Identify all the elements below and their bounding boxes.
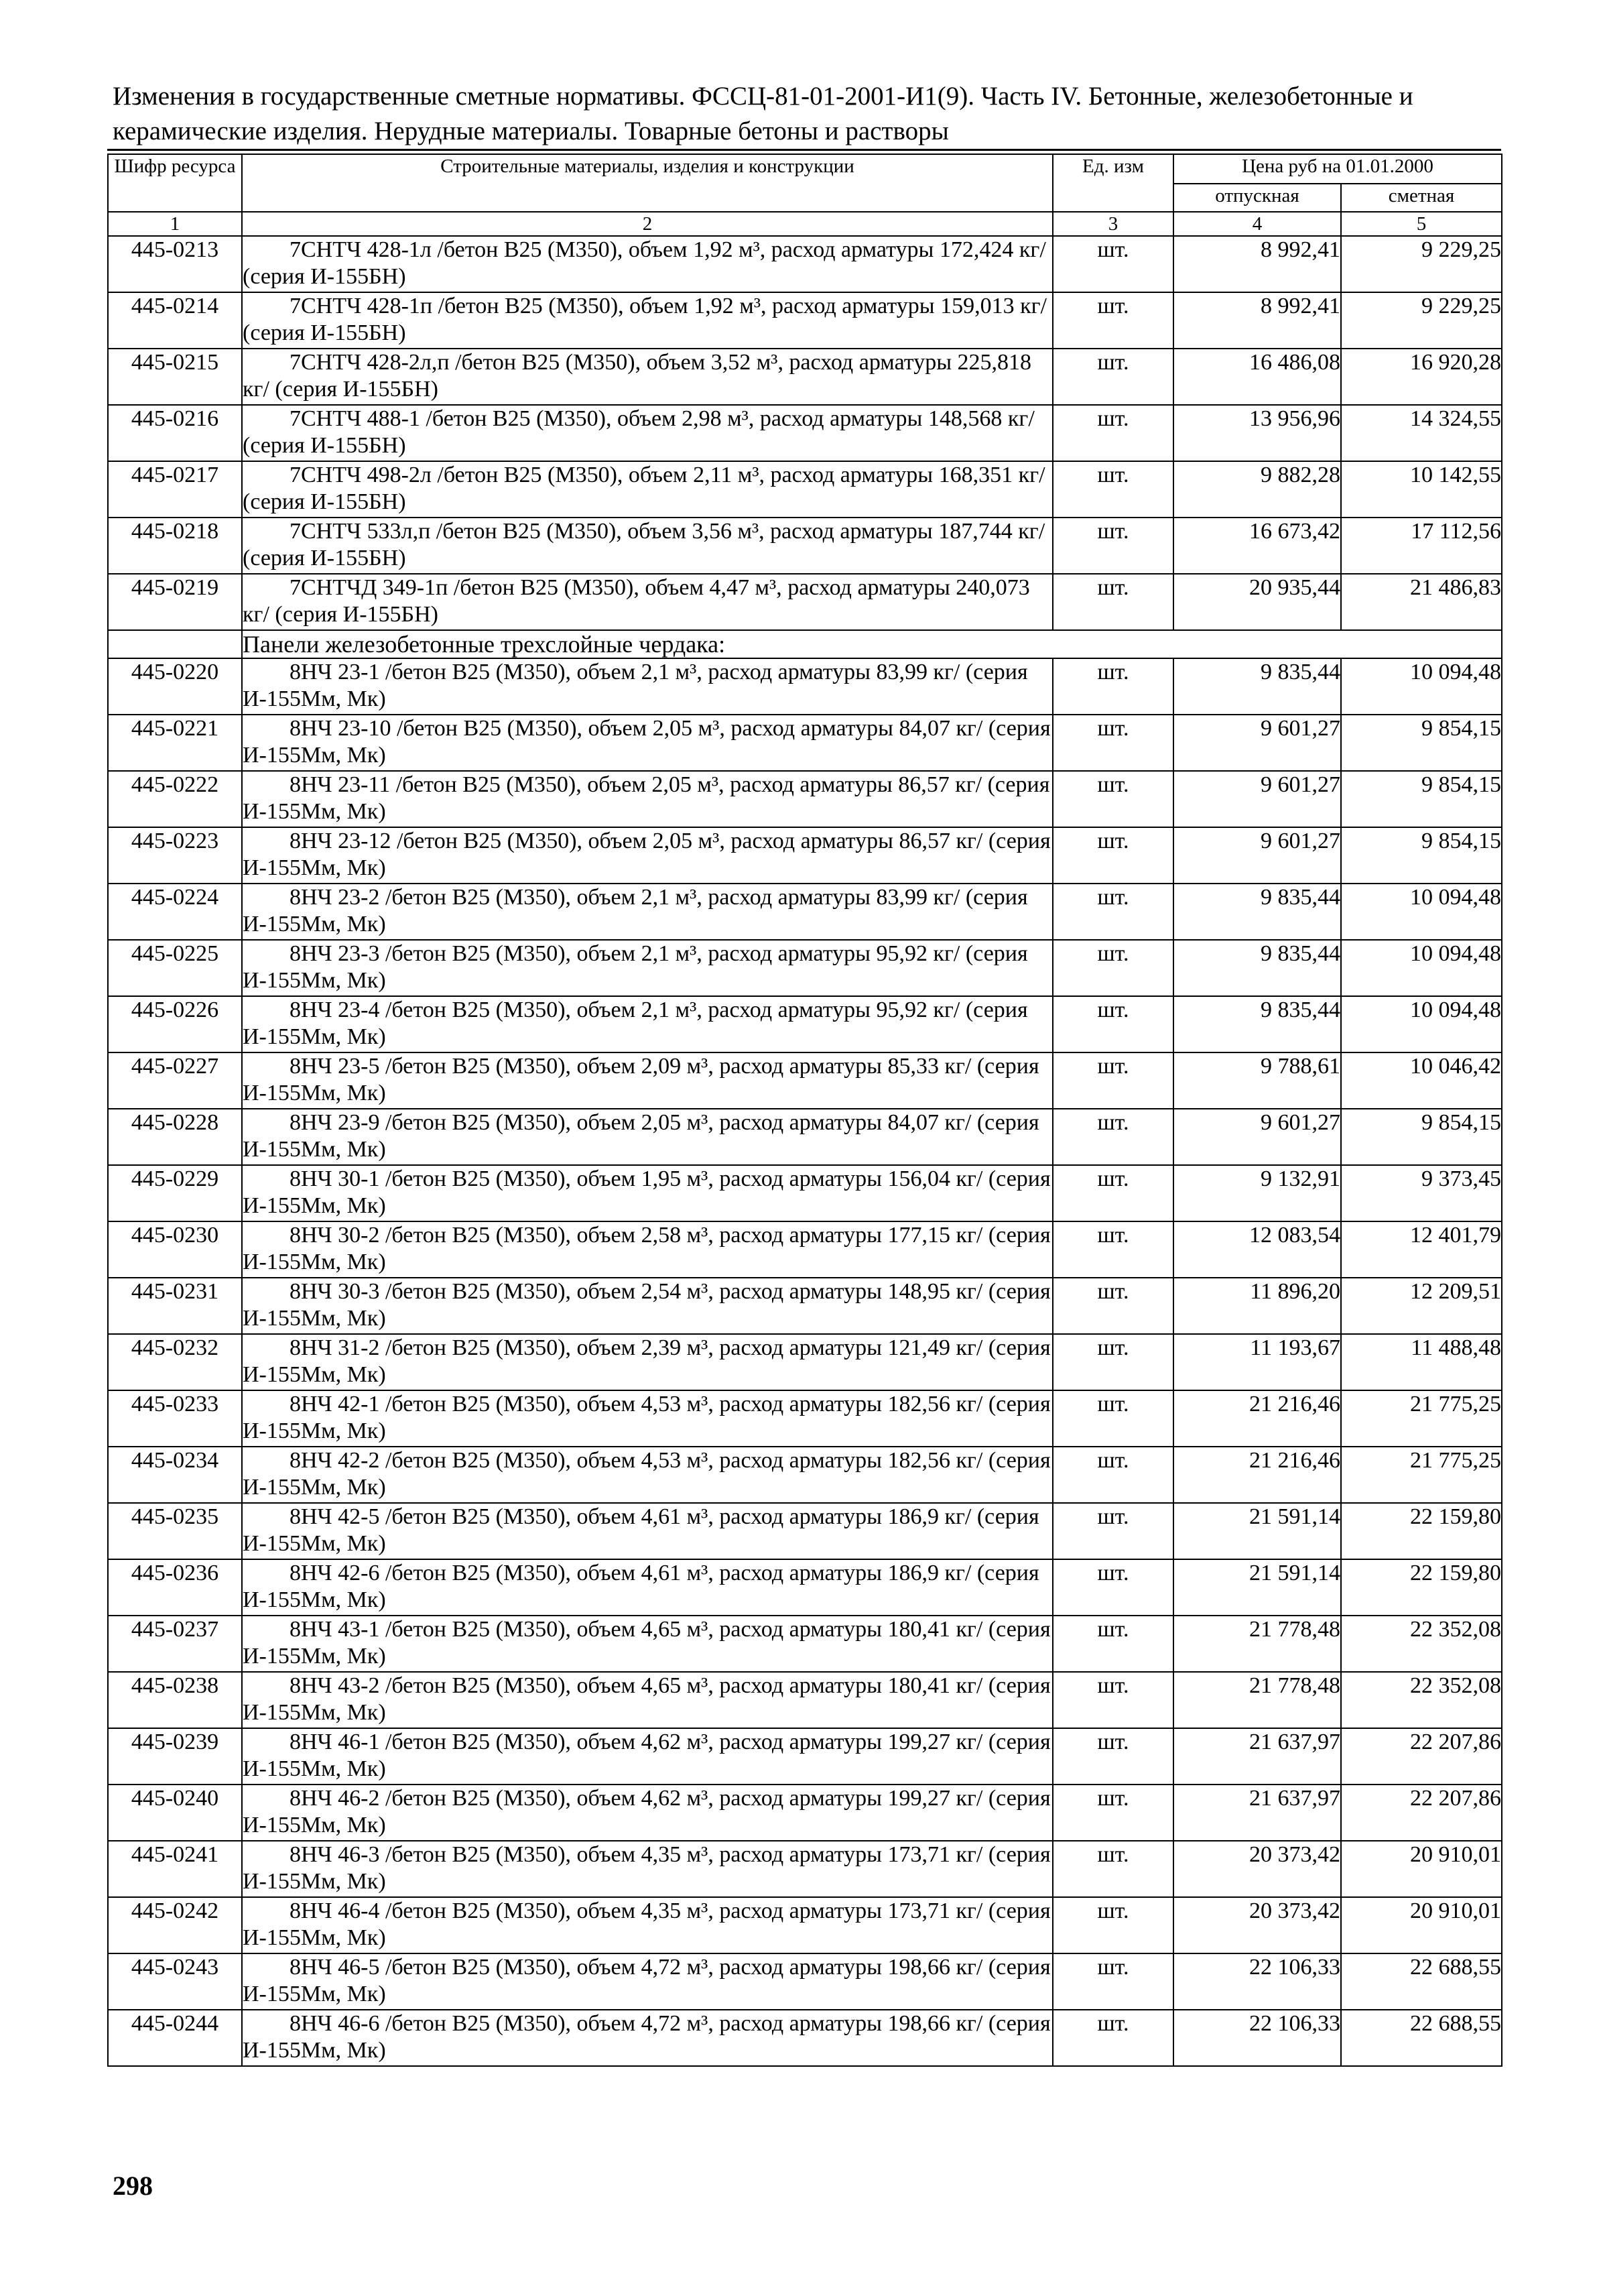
material-description: 8НЧ 30-2 /бетон В25 (М350), объем 2,58 м³, расход арматуры 177,15 кг/ (серия И-155Мм, Мк) [242,1221,1053,1278]
material-description: 8НЧ 23-10 /бетон В25 (М350), объем 2,05 м³, расход арматуры 84,07 кг/ (серия И-155Мм, Мк) [242,715,1053,771]
release-price: 9 601,27 [1173,771,1341,827]
table-row [108,1841,1502,1897]
material-description: 8НЧ 46-6 /бетон В25 (М350), объем 4,72 м³, расход арматуры 198,66 кг/ (серия И-155Мм, Мк) [242,2010,1053,2066]
table-row [108,349,1502,405]
resource-code: 445-0216 [108,405,242,461]
table-row [108,1447,1502,1503]
release-price: 21 591,14 [1173,1559,1341,1616]
column-number: 1 [108,212,242,236]
unit-of-measure: шт. [1053,405,1173,461]
table-row [108,1165,1502,1221]
material-description: 8НЧ 42-6 /бетон В25 (М350), объем 4,61 м³, расход арматуры 186,9 кг/ (серия И-155Мм, Мк) [242,1559,1053,1616]
resource-code: 445-0224 [108,884,242,940]
material-description: 8НЧ 46-3 /бетон В25 (М350), объем 4,35 м³, расход арматуры 173,71 кг/ (серия И-155Мм, Мк) [242,1841,1053,1897]
table-row [108,996,1502,1052]
material-description: 8НЧ 23-9 /бетон В25 (М350), объем 2,05 м³, расход арматуры 84,07 кг/ (серия И-155Мм, Мк) [242,1109,1053,1165]
unit-of-measure: шт. [1053,2010,1173,2066]
unit-of-measure: шт. [1053,1785,1173,1841]
unit-of-measure: шт. [1053,461,1173,518]
resource-code: 445-0241 [108,1841,242,1897]
table-row [108,1503,1502,1559]
resource-code: 445-0233 [108,1390,242,1447]
estimate-price: 21 775,25 [1341,1390,1502,1447]
resource-code: 445-0235 [108,1503,242,1559]
release-price: 9 601,27 [1173,715,1341,771]
section-title: Панели железобетонные трехслойные чердака: [242,630,1502,658]
material-description: 8НЧ 42-2 /бетон В25 (М350), объем 4,53 м³, расход арматуры 182,56 кг/ (серия И-155Мм, Мк) [242,1447,1053,1503]
unit-of-measure: шт. [1053,940,1173,996]
resource-code: 445-0234 [108,1447,242,1503]
estimate-price: 22 207,86 [1341,1785,1502,1841]
unit-of-measure: шт. [1053,518,1173,574]
table-row [108,236,1502,292]
header-estimate-price: сметная [1341,184,1502,212]
release-price: 9 882,28 [1173,461,1341,518]
table-row [108,1052,1502,1109]
table-row [108,940,1502,996]
material-description: 7СНТЧ 428-2л,п /бетон В25 (М350), объем 3,52 м³, расход арматуры 225,818 кг/ (серия И-155БН) [242,349,1053,405]
resource-code: 445-0218 [108,518,242,574]
header-name: Строительные материалы, изделия и конструкции [242,154,1053,212]
release-price: 8 992,41 [1173,292,1341,349]
table-row [108,1559,1502,1616]
table-row [108,1109,1502,1165]
material-description: 7СНТЧ 428-1л /бетон В25 (М350), объем 1,92 м³, расход арматуры 172,424 кг/ (серия И-155БН) [242,236,1053,292]
unit-of-measure: шт. [1053,1897,1173,1953]
material-description: 8НЧ 46-5 /бетон В25 (М350), объем 4,72 м³, расход арматуры 198,66 кг/ (серия И-155Мм, Мк) [242,1953,1053,2010]
table-row [108,884,1502,940]
unit-of-measure: шт. [1053,715,1173,771]
table-row [108,574,1502,630]
resource-code: 445-0230 [108,1221,242,1278]
column-number: 2 [242,212,1053,236]
unit-of-measure: шт. [1053,292,1173,349]
resource-code: 445-0221 [108,715,242,771]
unit-of-measure: шт. [1053,771,1173,827]
table-body-top [108,236,1502,630]
estimate-price: 9 854,15 [1341,715,1502,771]
unit-of-measure: шт. [1053,1841,1173,1897]
unit-of-measure: шт. [1053,1447,1173,1503]
release-price: 12 083,54 [1173,1221,1341,1278]
estimate-price: 9 229,25 [1341,292,1502,349]
material-description: 8НЧ 43-1 /бетон В25 (М350), объем 4,65 м³, расход арматуры 180,41 кг/ (серия И-155Мм, Мк) [242,1616,1053,1672]
material-description: 8НЧ 23-4 /бетон В25 (М350), объем 2,1 м³, расход арматуры 95,92 кг/ (серия И-155Мм, Мк) [242,996,1053,1052]
unit-of-measure: шт. [1053,1559,1173,1616]
resource-code: 445-0222 [108,771,242,827]
resource-code: 445-0214 [108,292,242,349]
unit-of-measure: шт. [1053,1953,1173,2010]
material-description: 7СНТЧ 533л,п /бетон В25 (М350), объем 3,56 м³, расход арматуры 187,744 кг/ (серия И-155БН) [242,518,1053,574]
estimate-price: 10 094,48 [1341,996,1502,1052]
estimate-price: 20 910,01 [1341,1841,1502,1897]
unit-of-measure: шт. [1053,1616,1173,1672]
unit-of-measure: шт. [1053,827,1173,884]
unit-of-measure: шт. [1053,1390,1173,1447]
release-price: 9 601,27 [1173,1109,1341,1165]
table-row [108,1278,1502,1334]
estimate-price: 22 159,80 [1341,1559,1502,1616]
estimate-price: 10 094,48 [1341,940,1502,996]
material-description: 8НЧ 43-2 /бетон В25 (М350), объем 4,65 м³, расход арматуры 180,41 кг/ (серия И-155Мм, Мк) [242,1672,1053,1728]
release-price: 9 835,44 [1173,658,1341,715]
table-row [108,1390,1502,1447]
release-price: 21 637,97 [1173,1728,1341,1785]
estimate-price: 10 142,55 [1341,461,1502,518]
release-price: 9 835,44 [1173,940,1341,996]
table-row [108,461,1502,518]
material-description: 8НЧ 30-1 /бетон В25 (М350), объем 1,95 м³, расход арматуры 156,04 кг/ (серия И-155Мм, Мк) [242,1165,1053,1221]
estimate-price: 10 094,48 [1341,658,1502,715]
estimate-price: 12 401,79 [1341,1221,1502,1278]
estimate-price: 16 920,28 [1341,349,1502,405]
material-description: 8НЧ 31-2 /бетон В25 (М350), объем 2,39 м³, расход арматуры 121,49 кг/ (серия И-155Мм, Мк) [242,1334,1053,1390]
table-row [108,1221,1502,1278]
table-header-row [108,154,1502,184]
estimate-price: 9 854,15 [1341,1109,1502,1165]
table-row [108,658,1502,715]
release-price: 21 778,48 [1173,1672,1341,1728]
page-number: 298 [113,2171,153,2201]
estimate-price: 12 209,51 [1341,1278,1502,1334]
release-price: 9 835,44 [1173,996,1341,1052]
resource-code: 445-0240 [108,1785,242,1841]
release-price: 21 637,97 [1173,1785,1341,1841]
table-row [108,292,1502,349]
release-price: 9 601,27 [1173,827,1341,884]
estimate-price: 14 324,55 [1341,405,1502,461]
column-number: 5 [1341,212,1502,236]
material-description: 8НЧ 42-5 /бетон В25 (М350), объем 4,61 м³, расход арматуры 186,9 кг/ (серия И-155Мм, Мк) [242,1503,1053,1559]
resource-code: 445-0228 [108,1109,242,1165]
resource-code: 445-0242 [108,1897,242,1953]
resource-code: 445-0223 [108,827,242,884]
unit-of-measure: шт. [1053,1672,1173,1728]
column-number: 4 [1173,212,1341,236]
table-row [108,405,1502,461]
estimate-price: 9 854,15 [1341,771,1502,827]
unit-of-measure: шт. [1053,1503,1173,1559]
estimate-price: 20 910,01 [1341,1897,1502,1953]
estimate-price: 10 094,48 [1341,884,1502,940]
section-spacer [108,630,242,658]
estimate-price: 17 112,56 [1341,518,1502,574]
document-header: Изменения в государственные сметные нормативы. ФССЦ-81-01-2001-И1(9). Часть IV. Бетонные, железобетонные и керамические изделия. Нерудные материалы. Товарные бетоны и растворы [113,82,1413,145]
material-description: 8НЧ 23-5 /бетон В25 (М350), объем 2,09 м³, расход арматуры 85,33 кг/ (серия И-155Мм, Мк) [242,1052,1053,1109]
release-price: 20 935,44 [1173,574,1341,630]
material-description: 8НЧ 46-1 /бетон В25 (М350), объем 4,62 м³, расход арматуры 199,27 кг/ (серия И-155Мм, Мк) [242,1728,1053,1785]
release-price: 9 788,61 [1173,1052,1341,1109]
resource-code: 445-0220 [108,658,242,715]
release-price: 11 896,20 [1173,1278,1341,1334]
resource-code: 445-0226 [108,996,242,1052]
table-row [108,1334,1502,1390]
unit-of-measure: шт. [1053,1221,1173,1278]
table-row [108,1728,1502,1785]
release-price: 21 216,46 [1173,1447,1341,1503]
release-price: 11 193,67 [1173,1334,1341,1390]
resource-code: 445-0219 [108,574,242,630]
resource-code: 445-0217 [108,461,242,518]
resource-code: 445-0225 [108,940,242,996]
resource-code: 445-0215 [108,349,242,405]
table-row [108,827,1502,884]
header-unit: Ед. изм [1053,154,1173,212]
material-description: 7СНТЧ 498-2л /бетон В25 (М350), объем 2,11 м³, расход арматуры 168,351 кг/ (серия И-155БН) [242,461,1053,518]
table-row [108,715,1502,771]
section-body [108,630,1502,658]
material-description: 8НЧ 23-3 /бетон В25 (М350), объем 2,1 м³, расход арматуры 95,92 кг/ (серия И-155Мм, Мк) [242,940,1053,996]
table-body-bottom [108,658,1502,2066]
resource-code: 445-0213 [108,236,242,292]
unit-of-measure: шт. [1053,1109,1173,1165]
price-table [107,154,1502,2067]
release-price: 13 956,96 [1173,405,1341,461]
estimate-price: 9 854,15 [1341,827,1502,884]
material-description: 8НЧ 42-1 /бетон В25 (М350), объем 4,53 м³, расход арматуры 182,56 кг/ (серия И-155Мм, Мк) [242,1390,1053,1447]
table-row [108,1616,1502,1672]
resource-code: 445-0243 [108,1953,242,2010]
header-code: Шифр ресурса [108,154,242,212]
unit-of-measure: шт. [1053,574,1173,630]
estimate-price: 22 207,86 [1341,1728,1502,1785]
header-price-group: Цена руб на 01.01.2000 [1173,154,1502,184]
material-description: 8НЧ 23-1 /бетон В25 (М350), объем 2,1 м³, расход арматуры 83,99 кг/ (серия И-155Мм, Мк) [242,658,1053,715]
release-price: 16 486,08 [1173,349,1341,405]
resource-code: 445-0239 [108,1728,242,1785]
unit-of-measure: шт. [1053,1165,1173,1221]
unit-of-measure: шт. [1053,996,1173,1052]
material-description: 8НЧ 23-12 /бетон В25 (М350), объем 2,05 м³, расход арматуры 86,57 кг/ (серия И-155Мм, Мк) [242,827,1053,884]
estimate-price: 22 688,55 [1341,1953,1502,2010]
unit-of-measure: шт. [1053,349,1173,405]
estimate-price: 9 229,25 [1341,236,1502,292]
release-price: 16 673,42 [1173,518,1341,574]
column-number: 3 [1053,212,1173,236]
table-row [108,1785,1502,1841]
estimate-price: 21 486,83 [1341,574,1502,630]
table-row [108,518,1502,574]
release-price: 22 106,33 [1173,2010,1341,2066]
unit-of-measure: шт. [1053,236,1173,292]
resource-code: 445-0227 [108,1052,242,1109]
release-price: 20 373,42 [1173,1841,1341,1897]
release-price: 9 835,44 [1173,884,1341,940]
resource-code: 445-0238 [108,1672,242,1728]
material-description: 8НЧ 23-11 /бетон В25 (М350), объем 2,05 м³, расход арматуры 86,57 кг/ (серия И-155Мм, Мк) [242,771,1053,827]
resource-code: 445-0236 [108,1559,242,1616]
resource-code: 445-0229 [108,1165,242,1221]
estimate-price: 10 046,42 [1341,1052,1502,1109]
header-rule [107,149,1501,151]
release-price: 21 591,14 [1173,1503,1341,1559]
unit-of-measure: шт. [1053,1278,1173,1334]
material-description: 7СНТЧ 488-1 /бетон В25 (М350), объем 2,98 м³, расход арматуры 148,568 кг/ (серия И-155БН) [242,405,1053,461]
table-row [108,771,1502,827]
release-price: 8 992,41 [1173,236,1341,292]
resource-code: 445-0231 [108,1278,242,1334]
unit-of-measure: шт. [1053,1052,1173,1109]
material-description: 7СНТЧД 349-1п /бетон В25 (М350), объем 4,47 м³, расход арматуры 240,073 кг/ (серия И-155БН) [242,574,1053,630]
resource-code: 445-0232 [108,1334,242,1390]
estimate-price: 11 488,48 [1341,1334,1502,1390]
unit-of-measure: шт. [1053,1728,1173,1785]
table-row [108,1897,1502,1953]
material-description: 8НЧ 23-2 /бетон В25 (М350), объем 2,1 м³, расход арматуры 83,99 кг/ (серия И-155Мм, Мк) [242,884,1053,940]
estimate-price: 22 159,80 [1341,1503,1502,1559]
release-price: 22 106,33 [1173,1953,1341,2010]
release-price: 20 373,42 [1173,1897,1341,1953]
unit-of-measure: шт. [1053,884,1173,940]
estimate-price: 9 373,45 [1341,1165,1502,1221]
table-row [108,1672,1502,1728]
unit-of-measure: шт. [1053,658,1173,715]
section-row [108,630,1502,658]
column-number-row [108,212,1502,236]
resource-code: 445-0244 [108,2010,242,2066]
header-release-price: отпускная [1173,184,1341,212]
estimate-price: 22 352,08 [1341,1672,1502,1728]
estimate-price: 22 352,08 [1341,1616,1502,1672]
material-description: 8НЧ 46-4 /бетон В25 (М350), объем 4,35 м³, расход арматуры 173,71 кг/ (серия И-155Мм, Мк) [242,1897,1053,1953]
release-price: 21 778,48 [1173,1616,1341,1672]
unit-of-measure: шт. [1053,1334,1173,1390]
table-row [108,1953,1502,2010]
release-price: 9 132,91 [1173,1165,1341,1221]
estimate-price: 21 775,25 [1341,1447,1502,1503]
material-description: 8НЧ 30-3 /бетон В25 (М350), объем 2,54 м³, расход арматуры 148,95 кг/ (серия И-155Мм, Мк) [242,1278,1053,1334]
table-row [108,2010,1502,2066]
material-description: 8НЧ 46-2 /бетон В25 (М350), объем 4,62 м³, расход арматуры 199,27 кг/ (серия И-155Мм, Мк) [242,1785,1053,1841]
release-price: 21 216,46 [1173,1390,1341,1447]
material-description: 7СНТЧ 428-1п /бетон В25 (М350), объем 1,92 м³, расход арматуры 159,013 кг/ (серия И-155БН) [242,292,1053,349]
estimate-price: 22 688,55 [1341,2010,1502,2066]
resource-code: 445-0237 [108,1616,242,1672]
